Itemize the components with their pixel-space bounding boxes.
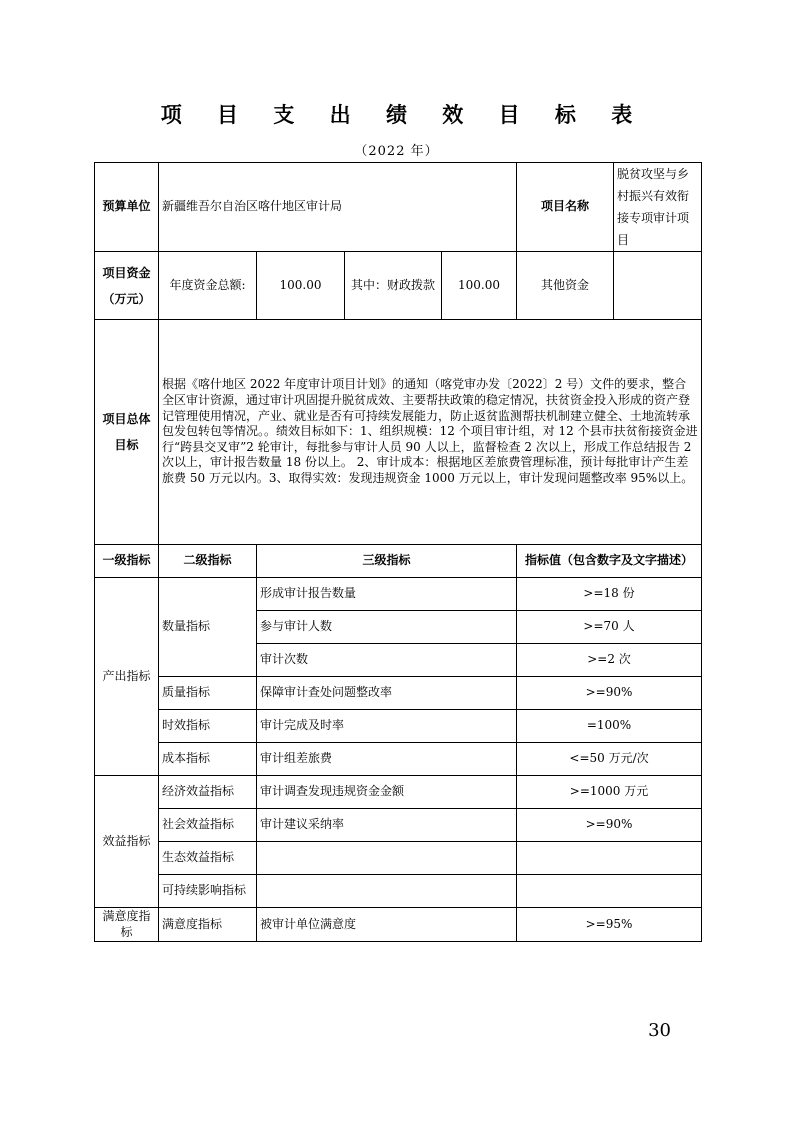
value-cell: >=95% <box>517 908 702 942</box>
level3-cell: 审计调查发现违规资金金额 <box>257 776 517 809</box>
table-row <box>95 842 702 875</box>
funds-row <box>95 252 702 320</box>
overall-goal-row <box>95 320 702 545</box>
level3-cell: 被审计单位满意度 <box>257 908 517 942</box>
level2-cell: 成本指标 <box>159 743 257 776</box>
header-row <box>95 163 702 252</box>
value-cell: =100% <box>517 710 702 743</box>
level3-cell: 参与审计人数 <box>257 611 517 644</box>
fiscal-value: 100.00 <box>442 252 517 320</box>
group-satisfaction: 满意度指标 <box>95 908 159 942</box>
group-benefit: 效益指标 <box>95 776 159 908</box>
annual-total-label: 年度资金总额: <box>159 252 257 320</box>
page-number: 30 <box>648 1020 671 1041</box>
group-output: 产出指标 <box>95 578 159 776</box>
level3-cell: 审计建议采纳率 <box>257 809 517 842</box>
value-cell: >=70 人 <box>517 611 702 644</box>
level3-cell <box>257 875 517 908</box>
level2-cell: 满意度指标 <box>159 908 257 942</box>
value-cell: >=2 次 <box>517 644 702 677</box>
level2-cell: 可持续影响指标 <box>159 875 257 908</box>
value-cell: <=50 万元/次 <box>517 743 702 776</box>
level3-cell: 审计完成及时率 <box>257 710 517 743</box>
fiscal-label: 其中：财政拨款 <box>345 252 442 320</box>
value-cell <box>517 842 702 875</box>
level1-header: 一级指标 <box>95 545 159 578</box>
value-cell: >=90% <box>517 809 702 842</box>
page-title: 项 目 支 出 绩 效 目 标 表 <box>160 102 647 127</box>
performance-goal-table <box>94 162 702 942</box>
other-funds-label: 其他资金 <box>517 252 614 320</box>
value-cell: >=18 份 <box>517 578 702 611</box>
level3-cell <box>257 842 517 875</box>
level2-header: 二级指标 <box>159 545 257 578</box>
level3-cell: 审计次数 <box>257 644 517 677</box>
table-row <box>95 743 702 776</box>
project-name-label: 项目名称 <box>517 163 614 252</box>
level3-cell: 审计组差旅费 <box>257 743 517 776</box>
value-cell <box>517 875 702 908</box>
level2-cell: 经济效益指标 <box>159 776 257 809</box>
level2-cell: 时效指标 <box>159 710 257 743</box>
page-subtitle: （2022 年） <box>354 144 439 159</box>
overall-goal-text: 根据《喀什地区 2022 年度审计项目计划》的通知（喀党审办发〔2022〕2 号）文件的要求，整合全区审计资源，通过审计巩固提升脱贫成效、主要帮扶政策的稳定情况，扶贫资金投入形成的资产登记管理使用情况，产业、就业是否有可持续发展能力，防止返贫监测帮扶机制建立健全、土地流转承包发包转包等情况。。绩效目标如下：1、组织规模：12 个项目审计组，对 12 个县市扶贫衔接资金进行“跨县交叉审”2 轮审计，每批参与审计人员 90 人以上，监督检查 2 次以上，形成工作总结报告 2 次以上，审计报告数量 18 份以上。 2、审计成本：根据地区差旅费管理标准，预计每批审计产生差旅费 50 万元以内。3、取得实效：发现违规资金 1000 万元以上，审计发现问题整改率 95%以上。 <box>159 320 702 545</box>
funds-label-line1: 项目资金 <box>102 265 151 280</box>
other-funds-value <box>614 252 702 320</box>
table-row <box>95 776 702 809</box>
level2-quantity: 数量指标 <box>159 578 257 677</box>
level3-cell: 保障审计查处问题整改率 <box>257 677 517 710</box>
indicator-header-row <box>95 545 702 578</box>
value-cell: >=1000 万元 <box>517 776 702 809</box>
value-header: 指标值（包含数字及文字描述） <box>517 545 702 578</box>
table-row <box>95 710 702 743</box>
funds-label-line2: （万元） <box>102 291 151 306</box>
annual-total-value: 100.00 <box>257 252 345 320</box>
funds-label <box>95 252 159 320</box>
project-name-value: 脱贫攻坚与乡村振兴有效衔接专项审计项目 <box>614 163 702 252</box>
budget-unit-label: 预算单位 <box>95 163 159 252</box>
level3-cell: 形成审计报告数量 <box>257 578 517 611</box>
level2-cell: 社会效益指标 <box>159 809 257 842</box>
table-row <box>95 908 702 942</box>
level3-header: 三级指标 <box>257 545 517 578</box>
budget-unit-value: 新疆维吾尔自治区喀什地区审计局 <box>159 163 517 252</box>
table-row <box>95 809 702 842</box>
table-row <box>95 875 702 908</box>
level2-cell: 质量指标 <box>159 677 257 710</box>
table-row <box>95 677 702 710</box>
value-cell: >=90% <box>517 677 702 710</box>
level2-cell: 生态效益指标 <box>159 842 257 875</box>
table-row <box>95 578 702 611</box>
overall-goal-label: 项目总体目标 <box>95 320 159 545</box>
